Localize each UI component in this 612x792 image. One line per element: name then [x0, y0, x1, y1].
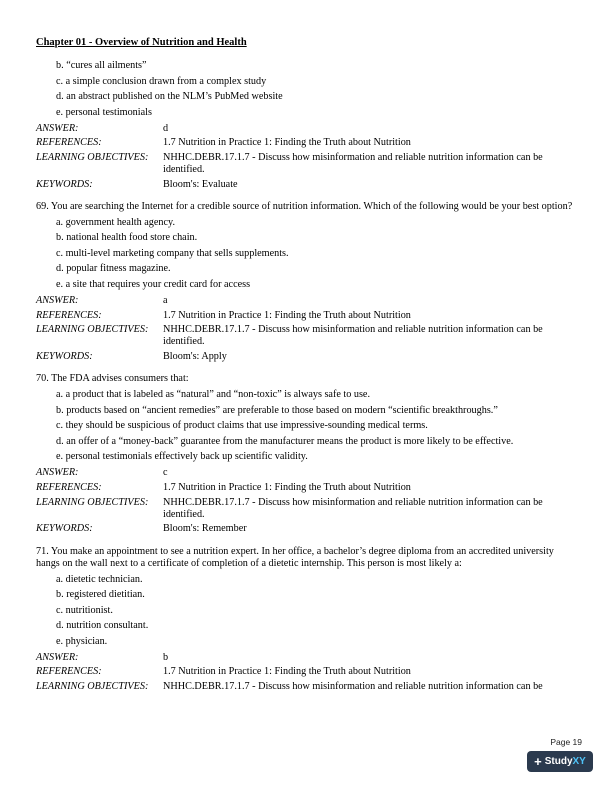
option: c. a simple conclusion drawn from a complex study [56, 75, 267, 87]
references-label: REFERENCES: [36, 666, 102, 678]
question-70 [36, 373, 580, 535]
references-value: 1.7 Nutrition in Practice 1: Finding the Truth about Nutrition [163, 137, 411, 149]
answer-value: a [163, 294, 168, 306]
learning-objectives-label: LEARNING OBJECTIVES: [36, 151, 149, 163]
option: e. physician. [56, 635, 108, 647]
answer-label: ANSWER: [36, 651, 79, 663]
option: d. an abstract published on the NLM’s PubMed website [56, 91, 283, 102]
answer-row [36, 652, 580, 664]
option: a. a product that is labeled as “natural” and “non-toxic” is always safe to use. [56, 389, 370, 401]
references-row [36, 137, 580, 149]
option: d. an offer of a “money-back” guarantee from the manufacturer means the product is more likely to be effective. [56, 435, 514, 447]
learning-objectives-value: NHHC.DEBR.17.1.7 - Discuss how misinformation and reliable nutrition information can be identified. [163, 324, 543, 348]
learning-objectives-value: NHHC.DEBR.17.1.7 - Discuss how misinformation and reliable nutrition information can be [163, 681, 543, 693]
option: b. registered dietitian. [56, 589, 145, 601]
references-value: 1.7 Nutrition in Practice 1: Finding the Truth about Nutrition [163, 481, 411, 493]
plus-icon: + [534, 753, 542, 769]
studyxy-badge[interactable] [527, 751, 593, 772]
keywords-label: KEYWORDS: [36, 351, 93, 363]
keywords-row [36, 179, 580, 191]
keywords-row [36, 351, 580, 363]
learning-objectives-value: NHHC.DEBR.17.1.7 - Discuss how misinformation and reliable nutrition information can be identified. [163, 151, 543, 176]
keywords-value: Bloom's: Remember [163, 523, 247, 535]
answer-value: c [163, 467, 168, 479]
keywords-label: KEYWORDS: [36, 523, 93, 535]
question-text: 69. You are searching the Internet for a credible source of nutrition information. Which of the following would be your best option? [36, 201, 573, 213]
question-text: 70. The FDA advises consumers that: [36, 373, 189, 385]
question-71 [36, 546, 580, 694]
keywords-value: Bloom's: Apply [163, 351, 227, 363]
answer-row [36, 295, 580, 307]
answer-label: ANSWER: [36, 467, 79, 479]
brand-prefix: Study [544, 756, 573, 767]
brand-suffix: XY [572, 756, 586, 767]
option: e. personal testimonials [56, 106, 152, 118]
learning-objectives-label: LEARNING OBJECTIVES: [36, 324, 149, 336]
keywords-row [36, 523, 580, 535]
learning-objectives-row [36, 152, 580, 176]
references-row [36, 666, 580, 678]
option: e. a site that requires your credit card for access [56, 278, 251, 290]
chapter-title: Chapter 01 - Overview of Nutrition and Health [36, 37, 247, 48]
brand-name [545, 756, 586, 767]
learning-objectives-row [36, 681, 580, 693]
references-row [36, 310, 580, 322]
option: a. dietetic technician. [56, 573, 143, 585]
learning-objectives-label: LEARNING OBJECTIVES: [36, 681, 149, 693]
option: a. government health agency. [56, 216, 175, 228]
option: d. nutrition consultant. [56, 620, 149, 632]
option: b. “cures all ailments” [56, 60, 147, 71]
question-69 [36, 201, 580, 363]
references-label: REFERENCES: [36, 309, 102, 321]
option: d. popular fitness magazine. [56, 263, 171, 275]
option: b. national health food store chain. [56, 232, 198, 244]
question-text: 71. You make an appointment to see a nutrition expert. In her office, a bachelor’s degree diploma from an accredited university hangs on the wall next to a certificate of completion of a dietetic internship. This person is most likely a: [36, 545, 554, 569]
answer-label: ANSWER: [36, 294, 79, 306]
answer-value: d [163, 122, 169, 134]
learning-objectives-row [36, 324, 580, 348]
option: b. products based on “ancient remedies” are preferable to those based on modern “scientific breakthroughs.” [56, 404, 498, 416]
learning-objectives-row [36, 497, 580, 521]
answer-value: b [163, 651, 169, 663]
keywords-label: KEYWORDS: [36, 178, 93, 190]
answer-row [36, 123, 580, 135]
learning-objectives-label: LEARNING OBJECTIVES: [36, 496, 149, 508]
option: c. they should be suspicious of product claims that use impressive-sounding medical terms. [56, 420, 428, 432]
learning-objectives-value: NHHC.DEBR.17.1.7 - Discuss how misinformation and reliable nutrition information can be identified. [163, 496, 543, 520]
question-68 [36, 58, 580, 191]
page-number: Page 19 [550, 737, 582, 747]
references-row [36, 482, 580, 494]
content [36, 58, 580, 693]
references-label: REFERENCES: [36, 137, 102, 149]
option: c. multi-level marketing company that sells supplements. [56, 247, 289, 259]
answer-label: ANSWER: [36, 122, 79, 134]
answer-row [36, 467, 580, 479]
references-value: 1.7 Nutrition in Practice 1: Finding the Truth about Nutrition [163, 666, 411, 678]
option: e. personal testimonials effectively back up scientific validity. [56, 451, 308, 463]
keywords-value: Bloom's: Evaluate [163, 178, 238, 190]
option: c. nutritionist. [56, 604, 113, 616]
references-value: 1.7 Nutrition in Practice 1: Finding the Truth about Nutrition [163, 309, 411, 321]
references-label: REFERENCES: [36, 481, 102, 493]
